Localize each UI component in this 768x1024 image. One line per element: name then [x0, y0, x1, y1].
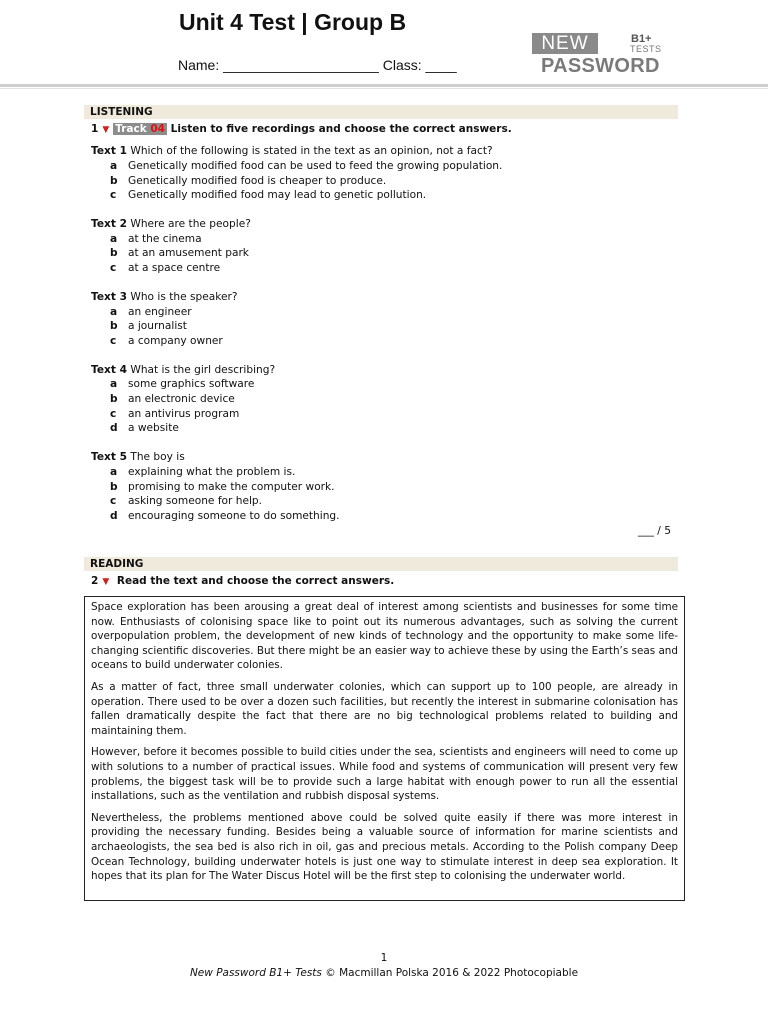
question-text: Which of the following is stated in the text as an opinion, not a fact?: [130, 145, 493, 157]
task-instruction: Read the text and choose the correct answers.: [116, 575, 395, 587]
question-label: Text 4: [91, 364, 127, 376]
option-letter: b: [110, 481, 118, 493]
option-text: promising to make the computer work.: [128, 481, 335, 493]
option-text: Genetically modified food may lead to genetic pollution.: [128, 189, 427, 201]
option-text: a company owner: [128, 335, 223, 347]
question-text: Who is the speaker?: [130, 291, 238, 303]
option-text: at an amusement park: [128, 247, 249, 259]
option-letter: a: [110, 160, 118, 172]
page-title: Unit 4 Test | Group B: [179, 9, 407, 35]
option-letter: c: [110, 335, 117, 347]
option-text: an electronic device: [128, 393, 235, 405]
question-label: Text 1: [91, 145, 127, 157]
reading-heading: READING: [84, 557, 678, 571]
task-instruction: Listen to five recordings and choose the correct answers.: [170, 123, 512, 135]
track-label: Track: [115, 123, 147, 135]
reading-paragraph: As a matter of fact, three small underwater colonies, which can support up to 100 people, are already in operation. There used to be over a dozen such facilities, but recently the interest in submarine colonisation has fallen dramatically despite the fact that there are no big technological problems related to building and maintaining them.: [91, 680, 678, 737]
footer-book-title: New Password B1+ Tests: [189, 967, 322, 979]
question: [91, 364, 275, 376]
option-text: at a space centre: [128, 262, 221, 274]
option-text: at the cinema: [128, 233, 202, 245]
option-text: asking someone for help.: [128, 495, 263, 507]
question: [91, 218, 251, 230]
task-number: 1: [91, 123, 99, 135]
option-letter: b: [110, 247, 118, 259]
option-letter: d: [110, 422, 118, 434]
page-number: 1: [380, 952, 388, 964]
option-text: some graphics software: [128, 378, 255, 390]
logo-tests: TESTS: [630, 44, 662, 54]
option-letter: a: [110, 466, 118, 478]
question-label: Text 3: [91, 291, 127, 303]
listening-heading: LISTENING: [84, 105, 678, 119]
option-letter: a: [110, 306, 118, 318]
option-text: Genetically modified food can be used to feed the growing population.: [128, 160, 503, 172]
question-label: Text 2: [91, 218, 127, 230]
option-letter: c: [110, 189, 117, 201]
question: [91, 145, 493, 157]
option-letter: b: [110, 175, 118, 187]
header-divider: [0, 84, 768, 87]
reading-paragraph: Nevertheless, the problems mentioned above could be solved quite easily if there was more interest in providing the necessary funding. Besides being a valuable source of information for marine scientists and archaeologists, the sea bed is also rich in oil, gas and precious metals. According to the Polish company Deep Ocean Technology, building underwater hotels is just one way to stimulate interest in deep sea exploration. It hopes that its plan for The Water Discus Hotel will be the first step to colonising the underwater world.: [91, 811, 678, 883]
question-text: What is the girl describing?: [130, 364, 276, 376]
option-text: a website: [128, 422, 179, 434]
audio-icon: ▼: [102, 125, 110, 135]
question: [91, 451, 185, 463]
reading-paragraph: However, before it becomes possible to build cities under the sea, scientists and engineers will need to come up with solutions to a number of practical issues. While food and systems of communication will present very few problems, the biggest task will be to provide such a large habitat with enough power to run all the essential installations, such as the ventilation and rubbish disposal systems.: [91, 746, 678, 803]
question-label: Text 5: [91, 451, 127, 463]
name-class-line: Name: ____________________ Class: ____: [178, 57, 457, 73]
exam-icon: ▼: [102, 577, 110, 587]
option-text: an antivirus program: [128, 408, 240, 420]
track-badge: [113, 123, 167, 135]
option-text: a journalist: [128, 320, 187, 332]
option-letter: a: [110, 378, 118, 390]
reading-text-box: [84, 596, 685, 901]
option-letter: d: [110, 510, 118, 522]
option-letter: b: [110, 393, 118, 405]
logo-password: PASSWORD: [541, 55, 660, 77]
option-text: encouraging someone to do something.: [128, 510, 340, 522]
question-text: The boy is: [130, 451, 185, 463]
listening-score: ___ / 5: [638, 525, 671, 537]
task-number: 2: [91, 575, 99, 587]
question: [91, 291, 237, 303]
footer-copyright: [0, 967, 768, 979]
option-text: an engineer: [128, 306, 192, 318]
option-letter: b: [110, 320, 118, 332]
reading-task: [91, 575, 394, 587]
option-text: explaining what the problem is.: [128, 466, 296, 478]
option-letter: c: [110, 495, 117, 507]
new-password-logo: [532, 33, 668, 77]
logo-level: B1+: [631, 33, 652, 45]
option-text: Genetically modified food is cheaper to produce.: [128, 175, 387, 187]
option-letter: c: [110, 408, 117, 420]
track-number: 04: [150, 123, 165, 135]
listening-task: [91, 123, 512, 135]
reading-paragraph: Space exploration has been arousing a great deal of interest among scientists and businesses for some time now. Enthusiasts of colonising space like to point out its numerous advantages, such as solving the current overpopulation problem, the development of new kinds of technology and the opportunity to make some life-changing scientific discoveries. But there might be an easier way to achieve these by using the Earth’s seas and oceans to build underwater colonies.: [91, 601, 678, 672]
option-letter: a: [110, 233, 118, 245]
header-divider-light: [0, 88, 768, 89]
footer-copyright-text: © Macmillan Polska 2016 & 2022 Photocopiable: [325, 967, 579, 979]
question-text: Where are the people?: [130, 218, 251, 230]
option-letter: c: [110, 262, 117, 274]
logo-new: NEW: [532, 33, 598, 54]
